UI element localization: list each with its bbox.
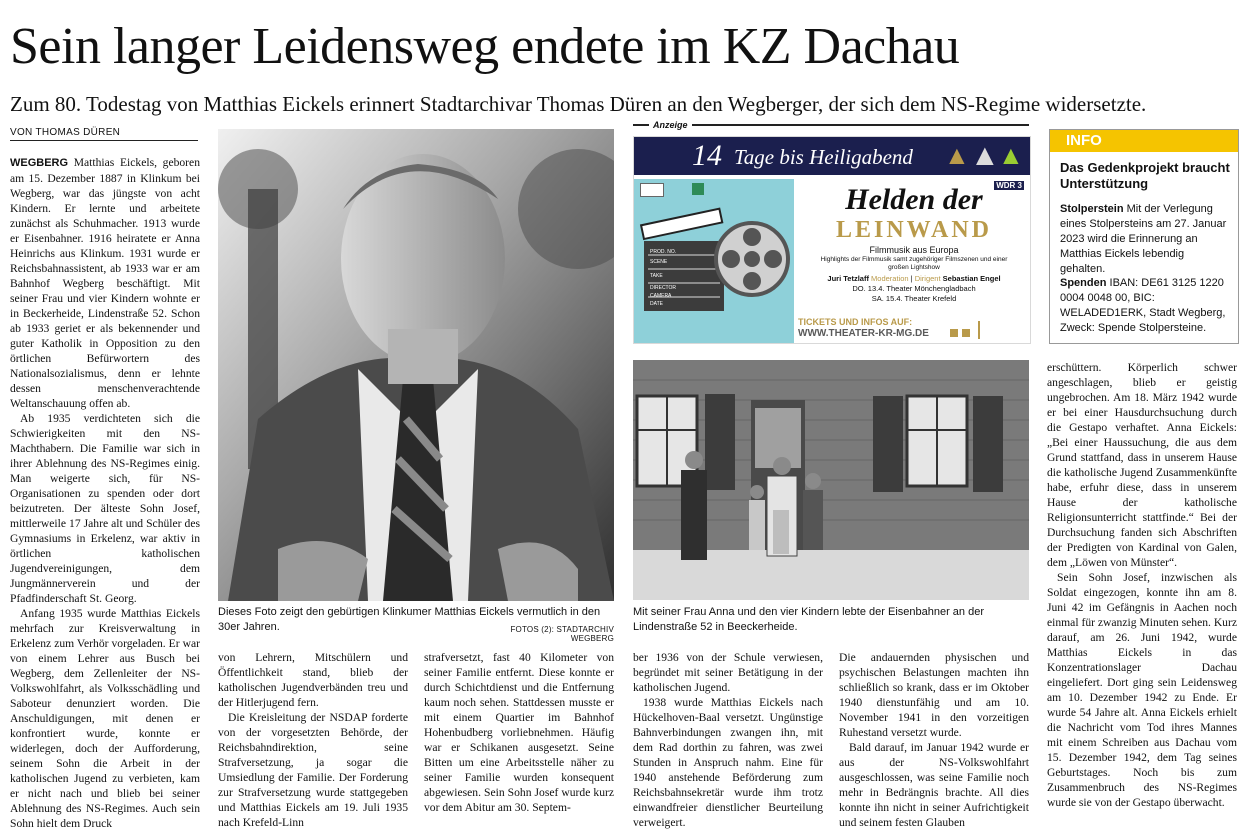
christmas-tree-icon: ▲ (944, 141, 970, 170)
byline: VON THOMAS DÜREN (10, 127, 198, 141)
moderator-role: Moderation (871, 274, 909, 283)
ad-date-2: SA. 15.4. Theater Krefeld (871, 294, 957, 303)
slate-label: TAKE (650, 273, 663, 279)
slate-label: DIRECTOR (650, 285, 677, 291)
portrait-photo (218, 129, 614, 601)
info-donations-head: Spenden (1060, 277, 1107, 289)
article-paragraph: Anfang 1935 wurde Matthias Eickels mehrfach zur Kreisverwaltung in Erkelenz zum Verhör vorgeladen. Er war von einem Lehrer aus Busch bei Wegberg, dem Zellenleiter der NS-Volkswohlfahrt, als Volksschädling und Saboteur denunziert worden. Die Anschuldigungen, mit denen er konfrontiert wurde, konnte er widerlegen, doch der Aufforderung, seinem Sohn die Arbeit in der katholischen Jugend zu verbieten, kam er nicht nach und blieb bei seiner Ablehnung des NS-Regimes. Auch sein Sohn hielt dem Druck (10, 607, 200, 830)
article-paragraph: Sein Sohn Josef, inzwischen als Soldat eingezogen, konnte ihn am 8. Juni 42 im Gefängnis in Aachen noch einmal für zwanzig Minuten sehen. Kurz darauf, am 26. Juni 1942, wurde Matthias Eickels in das Konzentrationslager Dachau eingeliefert. Dort ging sein Leidensweg am 10. Dezember 1942 zu Ende. Er wurde 54 Jahre alt. Anna Eickels erhielt die Nachricht vom Tod ihres Mannes mit einem Schreiben aus Dachau vom 15. Dezember 1942, dem Tag seines Geburtstages. Noch bis zum Zusammenbruch des NS-Regimes wurde sie von der Gestapo überwacht. (1047, 571, 1237, 809)
ad-label-text: Anzeige (649, 120, 692, 130)
info-box (1049, 129, 1239, 344)
slate-label: DATE (650, 301, 663, 307)
ad-banner-text: Tage bis Heiligabend (734, 145, 913, 169)
article-paragraph: 1938 wurde Matthias Eickels nach Hückelhoven-Baal versetzt. Ungünstige Bahnverbindungen zwangen ihn, mit dem Rad dorthin zu fahren, was zwei Stunden in Anspruch nahm. Eine für 1940 anstehende Beförderung zum Reichsbahnsekretär wurde ihm trotz einwandfreier dienstlicher Beurteilung verweigert. (633, 696, 823, 829)
info-title: Das Gedenkprojekt braucht Unterstützung (1060, 160, 1230, 191)
info-label: INFO (1050, 130, 1238, 152)
article-column-1 (10, 155, 200, 831)
slate-label: SCENE (650, 259, 668, 265)
article-column-4 (633, 650, 823, 830)
dateline: WEGBERG (10, 157, 69, 169)
slate-label: CAMERA (650, 293, 672, 299)
ad-film-panel (634, 179, 794, 343)
ad-title-2: LEINWAND (835, 217, 993, 243)
article-column-6 (1047, 360, 1237, 810)
article-paragraph: Die Kreisleitung der NSDAP forderte von der vorgesetzten Behörde, der Reichsbahndirektion, seine Strafversetzung, ja sogar die Umsiedlung der Familie. Der Forderung zur Strafversetzung wurde stattgegeben und Matthias Eickels am 19. Juli 1935 nach Krefeld-Linn (218, 711, 408, 829)
ad-label (633, 120, 1029, 136)
family-house-illustration (633, 360, 1029, 600)
ad-people: Juri Tetzlaff Moderation | Dirigent Sebastian Engel (827, 274, 1001, 283)
info-stolperstein-text: Mit der Verlegung eines Stolpersteins am 27. Januar 2023 wird die Erinnerung an Matthias Eickels lebendig gehalten. (1060, 203, 1227, 275)
ad-banner (634, 137, 1030, 175)
social-media-icon (950, 329, 958, 337)
article-paragraph: Ab 1935 verdichteten sich die Schwierigkeiten mit den NS-Machthabern. Die Familie war sich in ihrer Ablehnung des NS-Regimes einig. Man weigerte sich, für NS-Organisationen zu spenden oder dort beizutreten. Der älteste Sohn Josef, mittlerweile 17 Jahre alt und Schüler des Gymnasiums in Erkelenz, war aktiv in örtlichen katholischen Jugendvereinigungen, dem Jungmännerverein und der Pfadfinderschaft St. Georg. (10, 412, 200, 605)
subheadline: Zum 80. Todestag von Matthias Eickels erinnert Stadtarchivar Thomas Düren an den Wegberger, der sich dem NS-Regime widersetzte. (10, 92, 1147, 116)
paragraph-text: Matthias Eickels, geboren am 15. Dezember 1887 in Klinkum bei Wegberg, war das jüngste von acht Kindern. Er lernte und arbeitete zunächst als Schuhmacher. 1913 wurde er Eisenbahner. 1916 heiratete er Anna Heinrichs aus Klinkum. 1931 wurde er Reichsbahnassistent, ab 1933 war er am Bahnhof Wegberg beschäftigt. Mit seiner Frau und vier Kindern wohnte er in Beckerheide, Lindenstraße 52. Schon ab 1933 geriet er als bekennender und guter Katholik in Opposition zu den örtlichen Befürwortern des Nationalsozialismus, denn er lehnte dessen menschenverachtende Weltanschauung offen ab. (10, 156, 200, 410)
advertisement[interactable] (633, 136, 1031, 344)
ad-subtitle: Filmmusik aus Europa (869, 245, 959, 255)
ad-tickets-url[interactable]: WWW.THEATER-KR-MG.DE (798, 328, 929, 339)
info-donations (1060, 276, 1232, 336)
article-paragraph (10, 155, 200, 411)
christmas-tree-icon: ▲ (998, 141, 1024, 170)
slate-label: PROD. NO. (650, 249, 677, 255)
caption-text: Dieses Foto zeigt den gebürtigen Klinkumer Matthias Eickels vermutlich in den 30er Jahren. (218, 606, 601, 633)
conductor-role: Dirigent (914, 274, 941, 283)
ad-text-panel (798, 179, 1030, 343)
sponsor-logo-icon (978, 321, 1022, 339)
christmas-tree-icon: ▲ (970, 139, 1000, 172)
social-media-icon (962, 329, 970, 337)
family-caption: Mit seiner Frau Anna und den vier Kindern lebte der Eisenbahner an der Lindenstraße 52 in Beeckerheide. (633, 606, 984, 633)
ad-description: Highlights der Filmmusik samt zugehöriger Filmszenen und einer großen Lightshow (820, 256, 1008, 271)
conductor-name: Sebastian Engel (942, 274, 1001, 283)
portrait-illustration (218, 129, 614, 601)
ad-tickets-label: TICKETS UND INFOS AUF: (798, 317, 913, 327)
info-stolperstein-head: Stolperstein (1060, 203, 1124, 215)
info-stolperstein (1060, 202, 1232, 277)
article-paragraph: Bald darauf, im Januar 1942 wurde er aus der NS-Volkswohlfahrt ausgeschlossen, was seine Familie noch mehr in Bedrängnis brachte. All dies konnte ihn nicht in seiner Aufrichtigkeit und seinem festen Glauben (839, 741, 1029, 829)
article-paragraph: ber 1936 von der Schule verwiesen, begründet mit seiner Betätigung in der katholischen Jugend. (633, 651, 823, 694)
ad-banner-number: 14 (692, 139, 722, 172)
article-column-2 (218, 650, 408, 830)
article-column-3 (424, 650, 614, 815)
article-paragraph: von Lehrern, Mitschülern und Öffentlichkeit stand, blieb der katholischen Jugendverbänden treu und der Hitlerjugend fern. (218, 651, 408, 709)
family-photo (633, 360, 1029, 600)
photo-credit: FOTOS (2): STADTARCHIV WEGBERG (510, 625, 614, 643)
article-paragraph: erschüttern. Körperlich schwer angeschlagen, blieb er geistig ungebrochen. Am 18. März 1942 wurde er bei einer Hausdurchsuchung durch die Gestapo verhaftet. Anna Eickels: „Bei einer Haussuchung, die aus dem Grund stattfand, dass in unserem Hause die katholische Jugend Zusammenkünfte habe, erfuhr diese, dass in unserem Hause der katholische Religionsunterricht stattfinde.“ Bei der Durchsuchung fanden sich Abschriften der Predigten von Kardinal von Galen, dem „Löwen von Münster“. (1047, 361, 1237, 569)
ad-date-1: DO. 13.4. Theater Mönchengladbach (852, 284, 976, 293)
ad-title-1: Helden der (845, 183, 983, 216)
article-paragraph: Die andauernden physischen und psychischen Belastungen machten ihn schließlich so krank, dass er im Oktober 1940 dienstunfähig und am 10. November 1941 in den vorzeitigen Ruhestand versetzt wurde. (839, 651, 1029, 739)
article-paragraph: strafversetzt, fast 40 Kilometer von seiner Familie entfernt. Diese konnte er durch Schichtdienst und die Entfernung kaum noch sehen. Stattdessen musste er mit einem Quartier im Bahnhof Hohenbudberg vorliebnehmen. Häufig war er Schikanen ausgesetzt. Seine Bitten um eine Arbeitsstelle näher zu seiner Familie wurden konsequent abgewiesen. Sein Sohn Josef wurde kurz vor dem Abitur am 30. Septem- (424, 651, 614, 814)
moderator-name: Juri Tetzlaff (827, 274, 869, 283)
article-column-5 (839, 650, 1029, 830)
wdr-logo-icon: WDR 3 (996, 181, 1022, 190)
info-donations-text: IBAN: DE61 3125 1220 0004 0048 00, BIC: WELADED1ERK, Stadt Wegberg, Zweck: Spende Stolpersteine. (1060, 277, 1226, 334)
headline: Sein langer Leidensweg endete im KZ Dachau (10, 18, 960, 75)
